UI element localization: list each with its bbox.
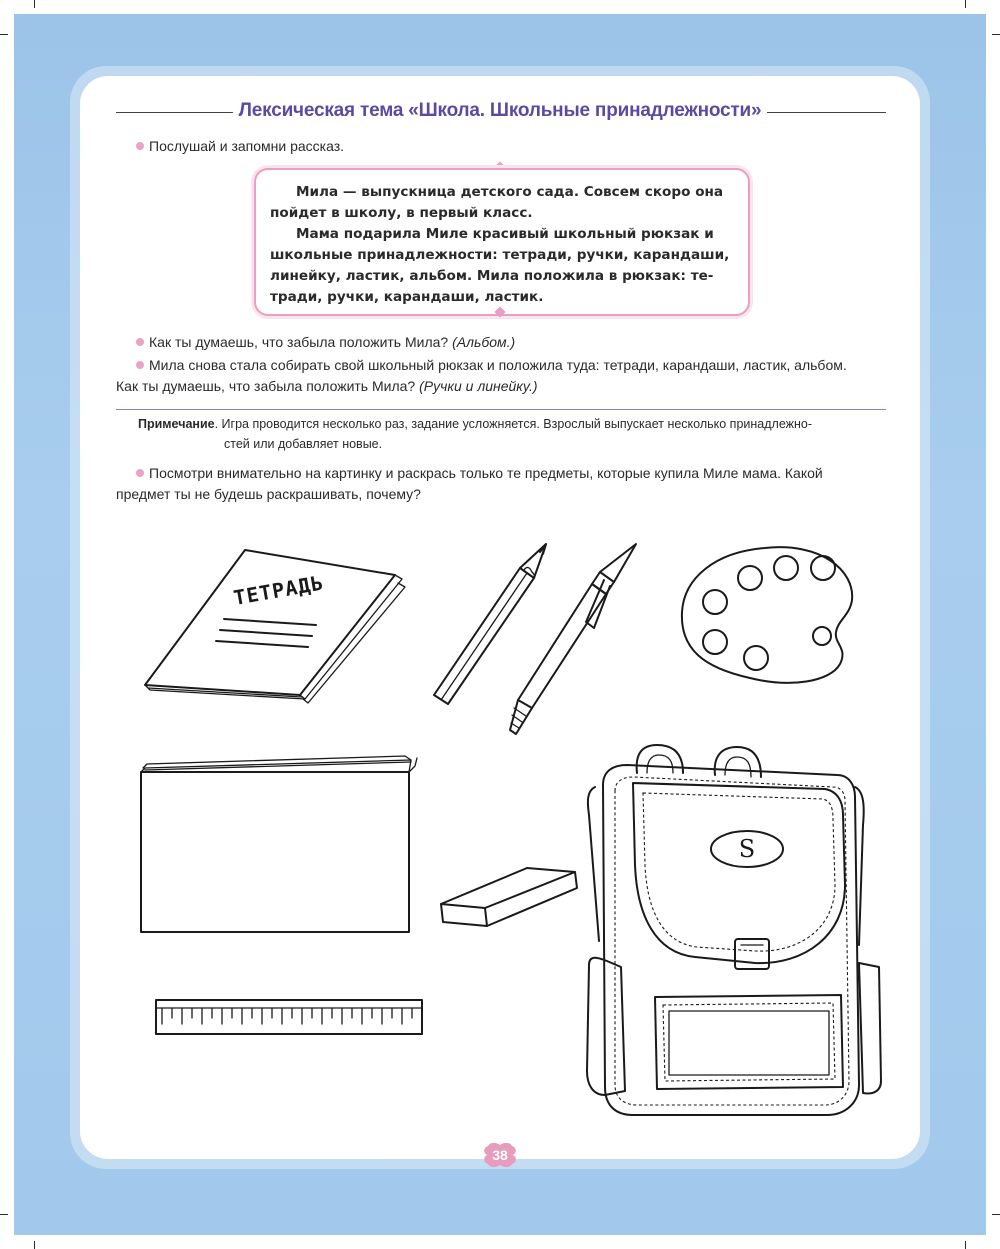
bullet-dot: [136, 361, 144, 369]
bullet-dot: [136, 142, 144, 150]
page-title: Лексическая тема «Школа. Школьные принадлежности»: [120, 100, 880, 122]
eraser-illustration: [435, 862, 585, 942]
notebook-label: ТЕТРАДЬ: [231, 570, 326, 610]
coloring-task: Посмотри внимательно на картинку и раскрась только те предметы, которые купила Миле мама. Какой предмет ты не будешь раскрашивать, почему?: [116, 465, 823, 502]
page-number: 38: [492, 1147, 508, 1163]
crop-mark: [0, 1214, 8, 1215]
ruler-ticks: [162, 1008, 422, 1024]
story-text: Мила — выпускница детского сада. Совсем скоро она пойдет в школу, в первый класс. Мама подарила Миле красивый школьный рюкзак и школьные принадлежности: тетради, ручки, карандаши, линейку, ластик, альбом. Мила положила в рюкзак: те- тради, ручки, карандаши, ластик.: [270, 184, 730, 305]
crop-mark: [965, 0, 966, 8]
notebook-illustration: [140, 545, 410, 705]
question-2: Мила снова стала собирать свой школьный рюкзак и положила туда: тетради, карандаши, ластик, альбом. Как ты думаешь, что забыла положить Мила? (Ручки и линейку.): [116, 357, 847, 394]
crop-mark: [965, 1241, 966, 1249]
crop-mark: [34, 1241, 35, 1249]
question-1: Как ты думаешь, что забыла положить Мила? (Альбом.): [136, 332, 515, 353]
story-box: [254, 168, 750, 316]
pen-illustration: [500, 540, 645, 740]
note-rule: [116, 409, 886, 410]
album-illustration: [135, 752, 425, 937]
paint-palette-illustration: [670, 540, 865, 690]
note: Примечание. Игра проводится несколько раз, задание усложняется. Взрослый выпускает несколько принадлежно- стей или добавляет новые.: [138, 417, 813, 451]
listen-instruction: Послушай и запомни рассказ.: [136, 136, 344, 157]
page-number-badge: [480, 1140, 520, 1170]
crop-mark: [992, 34, 1000, 35]
backpack-monogram: S: [738, 835, 756, 863]
bullet-dot: [136, 469, 144, 477]
crop-mark: [34, 0, 35, 8]
backpack-illustration: [575, 735, 885, 1120]
bullet-dot: [136, 338, 144, 346]
ruler-illustration: [150, 994, 430, 1040]
note-label: Примечание: [138, 417, 215, 431]
crop-mark: [992, 1214, 1000, 1215]
crop-mark: [0, 34, 8, 35]
